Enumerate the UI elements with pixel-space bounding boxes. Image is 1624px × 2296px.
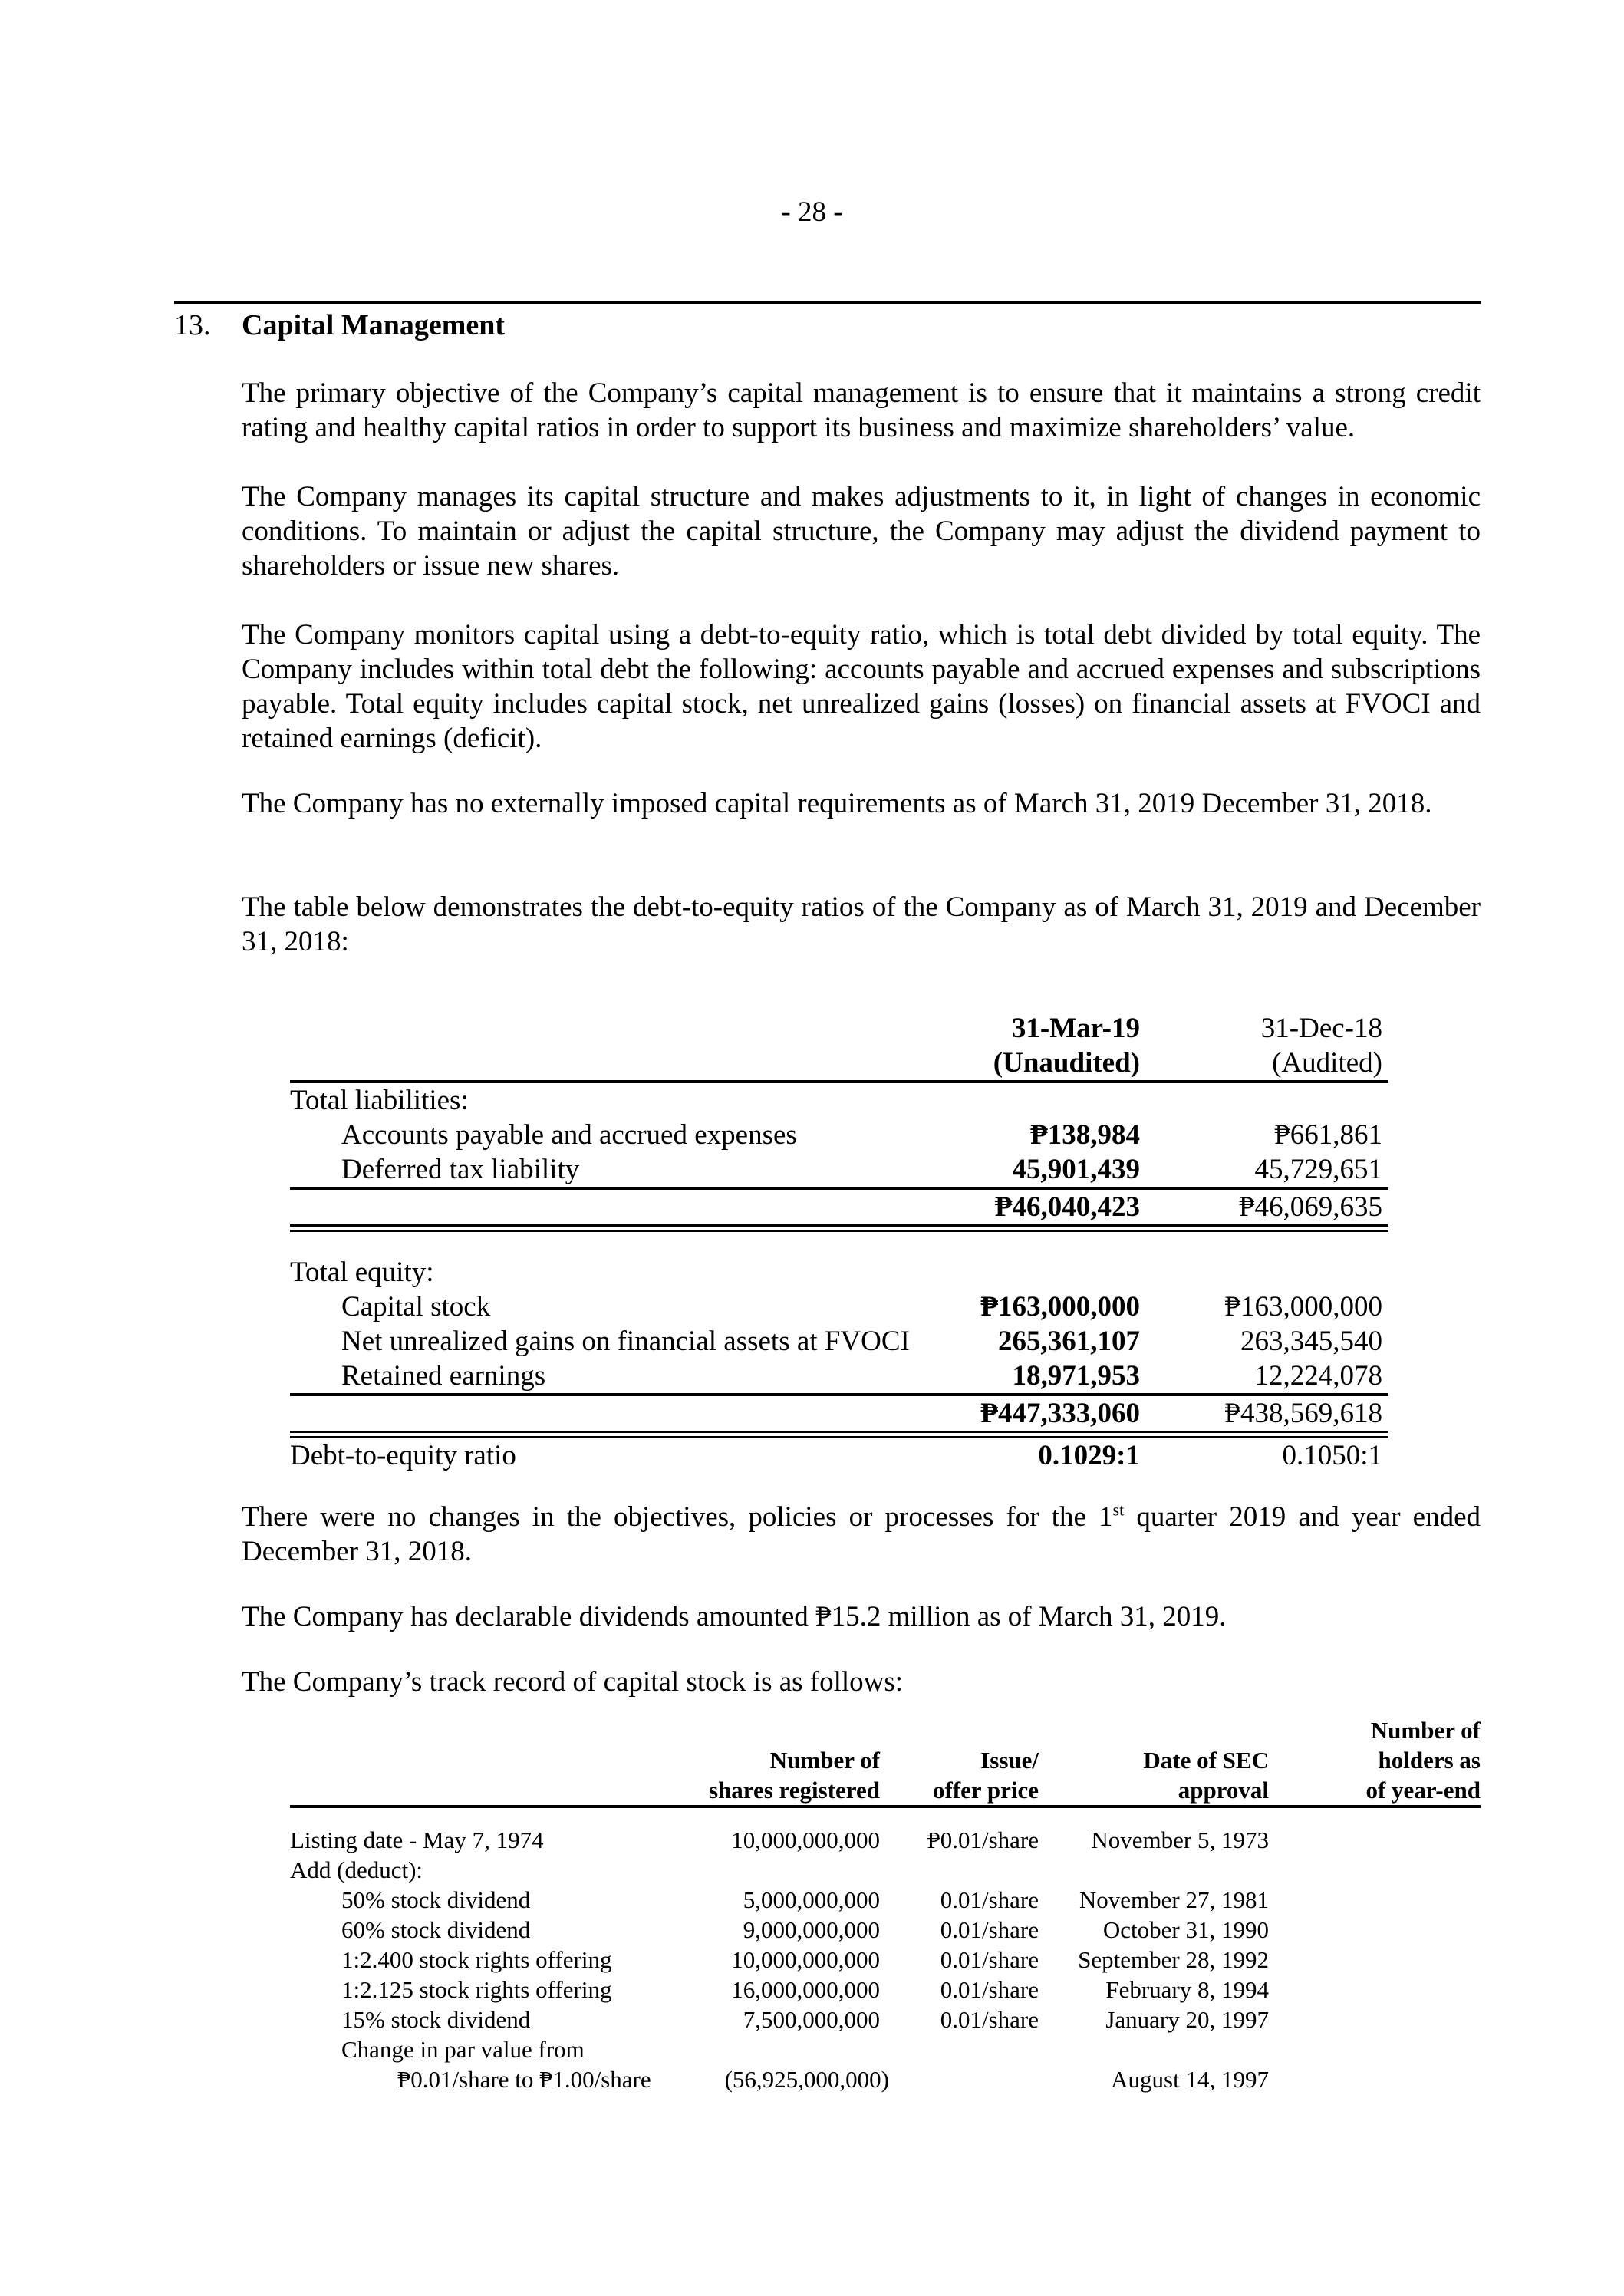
shares-value: 5,000,000,000 [743,1886,880,1913]
header-text: Issue/ [980,1747,1039,1774]
section-title: Capital Management [242,309,506,341]
header-text: shares registered [709,1777,880,1804]
value-mar19: 18,971,953 [1012,1360,1140,1392]
row-label: Retained earnings [341,1360,546,1392]
price-value: ₱0.01/share [927,1827,1039,1853]
table-row [290,2064,1481,2094]
shares-value: 9,000,000,000 [743,1916,880,1943]
value-mar19: ₱163,000,000 [980,1291,1140,1323]
row-label: Deferred tax liability [341,1154,580,1185]
debt-to-equity-table [290,1011,1388,1473]
header-text: offer price [933,1777,1039,1804]
equity-label: Total equity: [290,1257,434,1288]
date-value: November 27, 1981 [1079,1886,1269,1913]
header-dec18-status: (Audited) [1272,1047,1382,1079]
liabilities-total-row [290,1190,1388,1224]
table-row [290,1359,1388,1393]
paragraph-text: There were no changes in the objectives, policies or processes for the 1 [242,1501,1113,1533]
paragraph-external-requirements: The Company has no externally imposed capital requirements as of March 31, 2019 December 31, 2018. [242,788,1432,819]
price-value: 0.01/share [940,1886,1039,1913]
header-mar19-status: (Unaudited) [993,1047,1140,1079]
value-dec18: 263,345,540 [1240,1326,1382,1357]
table-row [290,1915,1481,1945]
header-text: Number of [769,1747,880,1774]
shares-value: 7,500,000,000 [743,2006,880,2033]
paragraph-objective: The primary objective of the Company’s capital management is to ensure that it maintains a strong credit rating and healthy capital ratios in order to support its business and maximize shareholders’ value. [242,377,1481,443]
total-double-rule [290,1431,1388,1438]
liabilities-label: Total liabilities: [290,1085,469,1116]
section-divider [174,301,1481,304]
date-value: September 28, 1992 [1078,1946,1269,1973]
header-offer-price [933,1745,1039,1805]
section-label-row [290,1083,1388,1118]
add-deduct-label: Add (deduct): [290,1856,423,1883]
section-heading [174,307,505,344]
total-liabilities-mar19: ₱46,040,423 [994,1191,1140,1223]
table-row [290,1290,1388,1324]
paragraph-track-record-intro: The Company’s track record of capital stock is as follows: [242,1666,904,1698]
ordinal-suffix: st [1112,1500,1125,1520]
value-mar19: ₱138,984 [1030,1119,1140,1151]
row-label: 50% stock dividend [341,1886,531,1913]
row-label: 1:2.125 stock rights offering [341,1976,612,2003]
price-value: 0.01/share [940,2006,1039,2033]
header-sec-approval-date [1143,1745,1269,1805]
shares-value: 16,000,000,000 [731,1976,880,2003]
header-text: holders as [1378,1747,1481,1774]
table-row [290,1118,1388,1152]
value-mar19: 45,901,439 [1012,1154,1140,1185]
date-value: February 8, 1994 [1105,1976,1269,2003]
row-label: Change in par value from [341,2036,585,2063]
value-dec18: ₱163,000,000 [1224,1291,1382,1323]
paragraph-text: quarter 2019 and year ended December 31, 2018. [242,1501,1481,1567]
table-header-row [290,1046,1388,1080]
value-dec18: 12,224,078 [1254,1360,1382,1392]
table-row [290,2004,1481,2034]
header-text: approval [1178,1777,1269,1804]
price-value: 0.01/share [940,1916,1039,1943]
shares-value: 10,000,000,000 [731,1827,880,1853]
paragraph-capital-structure: The Company manages its capital structure and makes adjustments to it, in light of changes in economic conditions. To maintain or adjust the capital structure, the Company may adjust the dividend payment to shareholders or issue new shares. [242,481,1481,581]
ratio-dec18: 0.1050:1 [1282,1440,1382,1471]
value-dec18: ₱661,861 [1274,1119,1382,1151]
value-mar19: 265,361,107 [998,1326,1140,1357]
row-label: 60% stock dividend [341,1916,531,1943]
equity-total-row [290,1396,1388,1431]
date-value: October 31, 1990 [1102,1916,1269,1943]
header-shares-registered [709,1745,880,1805]
shares-value: (56,925,000,000) [724,2066,889,2093]
date-value: August 14, 1997 [1111,2066,1269,2093]
table-row [290,1825,1481,1855]
page-number: - 28 - [781,196,843,228]
section-number: 13. [174,309,211,341]
table-row [290,1324,1388,1359]
row-label: 15% stock dividend [341,2006,531,2033]
row-label: 1:2.400 stock rights offering [341,1946,612,1973]
price-value: 0.01/share [940,1946,1039,1973]
section-label-row [290,1855,1481,1885]
ratio-label: Debt-to-equity ratio [290,1440,516,1471]
total-double-rule [290,1224,1388,1232]
total-equity-dec18: ₱438,569,618 [1224,1398,1382,1429]
price-value: 0.01/share [940,1976,1039,2003]
paragraph-table-intro: The table below demonstrates the debt-to-equity ratios of the Company as of March 31, 2019 and December 31, 2018: [242,891,1481,957]
table-row [290,2034,1481,2064]
row-label: Capital stock [341,1291,491,1323]
shares-value: 10,000,000,000 [731,1946,880,1973]
value-dec18: 45,729,651 [1254,1154,1382,1185]
table-row [290,1945,1481,1975]
header-mar19-date: 31-Mar-19 [1011,1013,1140,1044]
paragraph-debt-to-equity: The Company monitors capital using a debt-to-equity ratio, which is total debt divided by total equity. The Company includes within total debt the following: accounts payable and accrued expenses and subscriptions payable. Total equity includes capital stock, net unrealized gains (losses) on financial assets at FVOCI and retained earnings (deficit). [242,619,1481,754]
table-row [290,1975,1481,2004]
row-label: ₱0.01/share to ₱1.00/share [397,2066,651,2093]
capital-stock-table [290,1715,1481,2094]
section-label-row [290,1255,1388,1290]
header-text: Date of SEC [1143,1747,1269,1774]
ratio-mar19: 0.1029:1 [1038,1440,1140,1471]
row-label: Net unrealized gains on financial assets at FVOCI [341,1326,910,1357]
table-row [290,1885,1481,1915]
header-text: Number of [1370,1717,1481,1744]
table-row [290,1152,1388,1187]
ratio-row [290,1438,1388,1473]
row-label: Listing date - May 7, 1974 [290,1827,544,1853]
row-label: Accounts payable and accrued expenses [341,1119,797,1151]
date-value: January 20, 1997 [1105,2006,1269,2033]
paragraph-no-changes [242,1500,1481,1569]
header-holders-count [1365,1715,1481,1805]
total-equity-mar19: ₱447,333,060 [980,1398,1140,1429]
paragraph-declarable-dividends: The Company has declarable dividends amounted ₱15.2 million as of March 31, 2019. [242,1601,1227,1632]
table-header-row [290,1715,1481,1805]
header-dec18-date: 31-Dec-18 [1260,1013,1382,1044]
date-value: November 5, 1973 [1091,1827,1269,1853]
total-liabilities-dec18: ₱46,069,635 [1238,1191,1382,1223]
table-header-row [290,1011,1388,1046]
header-text: of year-end [1365,1777,1481,1804]
